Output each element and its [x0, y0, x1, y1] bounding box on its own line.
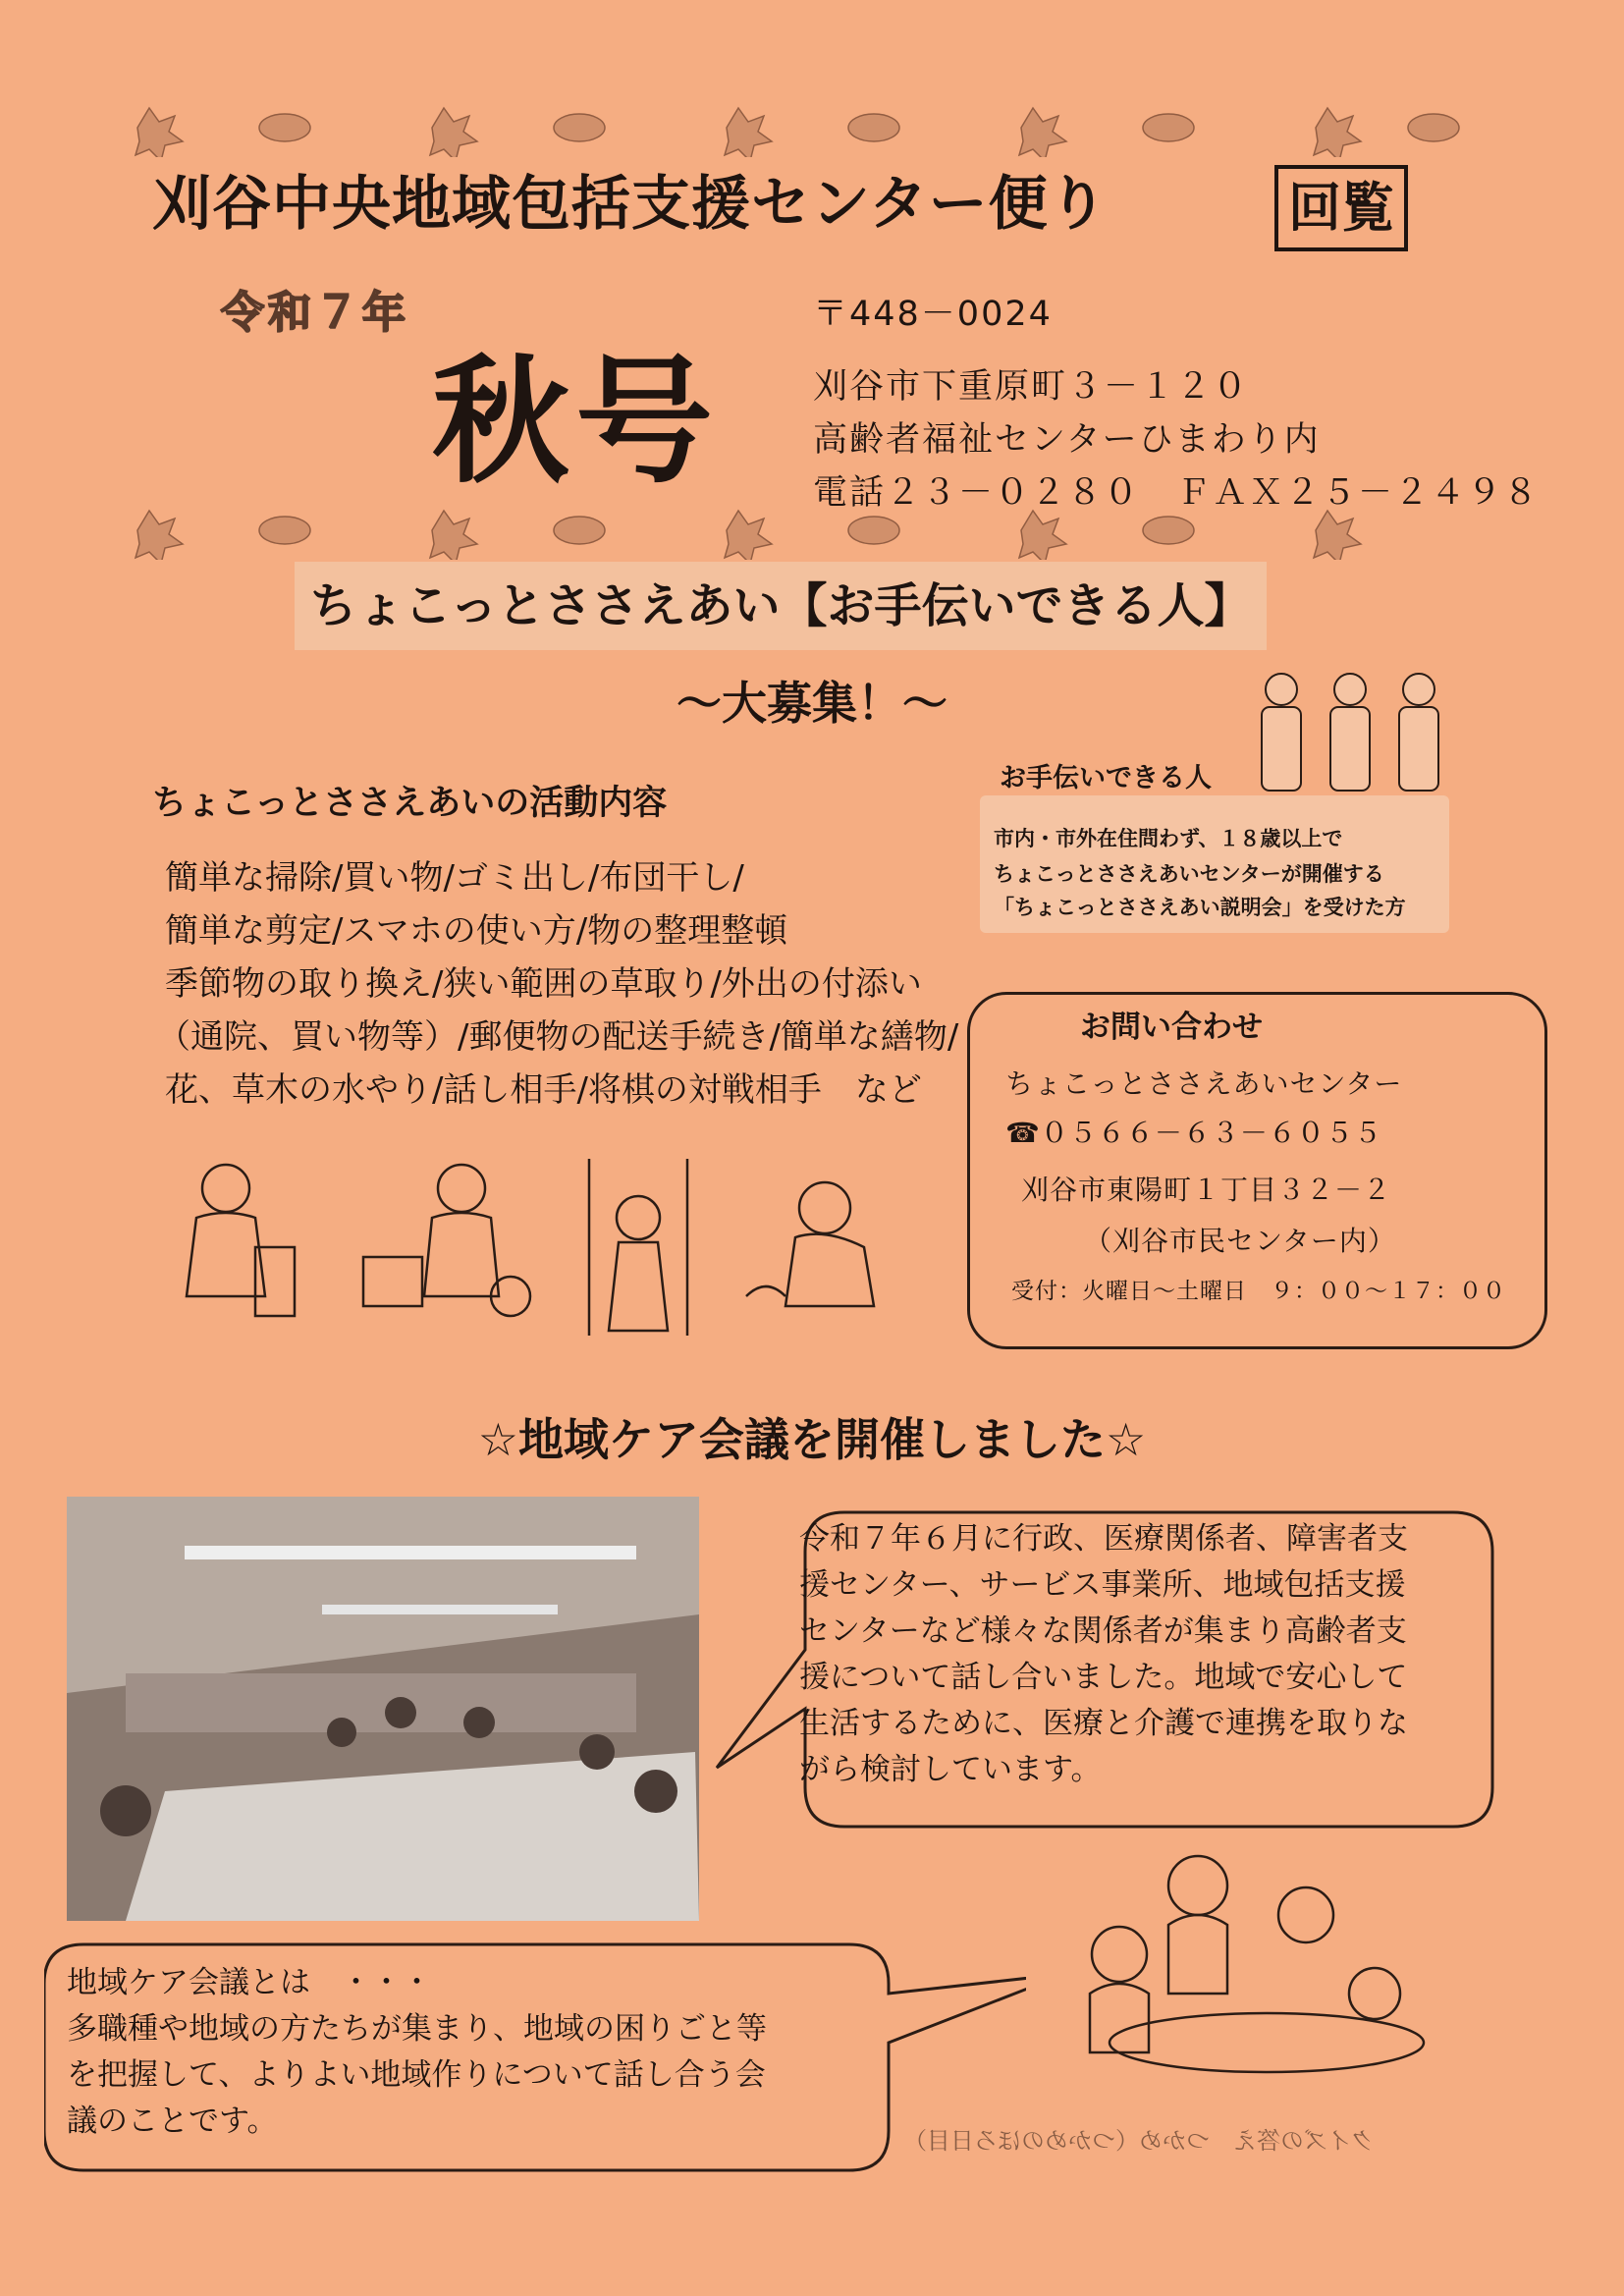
issue-label: 秋号	[432, 343, 720, 503]
activity-line: 簡単な剪定/スマホの使い方/物の整理整頓	[165, 911, 788, 951]
activities-heading: ちょこっとささえあいの活動内容	[152, 784, 668, 823]
helper-title: お手伝いできる人	[1000, 763, 1212, 793]
report-line: 援について話し合いました。地域で安心して	[799, 1660, 1408, 1695]
inquiry-title: お問い合わせ	[1080, 1010, 1263, 1045]
postal-code: 〒448－0024	[813, 295, 1053, 334]
circulation-badge: 回覧	[1274, 165, 1408, 251]
building: 高齢者福祉センターひまわり内	[813, 420, 1321, 460]
activity-line: 季節物の取り換え/狭い範囲の草取り/外出の付添い	[165, 964, 922, 1004]
helper-line: 市内・市外在住問わず、１８歳以上で	[994, 827, 1343, 850]
inquiry-phone: ☎０５６６－６３－６０５５	[1005, 1117, 1382, 1149]
inquiry-center: ちょこっとささえあいセンター	[1005, 1067, 1403, 1100]
mirrored-footer-note: クイズの答え つかめ（つかめのほろ日目）	[903, 2127, 1374, 2155]
activity-illustrations	[137, 1149, 952, 1345]
definition-callout	[67, 1960, 852, 2145]
recruit-banner: ちょこっとささえあい【お手伝いできる人】	[295, 562, 1267, 650]
newsletter-title: 刈谷中央地域包括支援センター便り	[152, 170, 1109, 239]
helpers-illustration	[1247, 668, 1453, 795]
definition-line: 議のことです。	[67, 2104, 278, 2139]
report-line: 令和７年６月に行政、医療関係者、障害者支	[799, 1521, 1408, 1557]
address: 刈谷市下重原町３－１２０	[813, 367, 1250, 407]
era-label: 令和７年	[221, 288, 409, 338]
definition-line: 多職種や地域の方たちが集まり、地域の困りごと等	[67, 2011, 767, 2047]
report-line: がら検討しています。	[799, 1752, 1102, 1787]
leaf-decoration-middle	[108, 501, 1483, 560]
report-line: 援センター、サービス事業所、地域包括支援	[799, 1567, 1406, 1603]
helper-line: 「ちょこっとささえあい説明会」を受けた方	[994, 896, 1406, 919]
report-line: 生活するために、医療と介護で連携を取りな	[799, 1706, 1408, 1741]
helper-line: ちょこっとささえあいセンターが開催する	[994, 862, 1384, 886]
inquiry-address: 刈谷市東陽町１丁目３２－２	[1021, 1174, 1392, 1206]
report-callout	[799, 1516, 1487, 1793]
meeting-heading: ☆地域ケア会議を開催しました☆	[477, 1413, 1147, 1466]
activity-line: 花、草木の水やり/話し相手/将棋の対戦相手 など	[165, 1070, 922, 1110]
leaf-decoration-top	[108, 98, 1483, 157]
contact: 電話２３－０２８０ ＦＡＸ２５－２４９８	[813, 473, 1541, 513]
report-line: センターなど様々な関係者が集まり高齢者支	[799, 1613, 1407, 1649]
definition-line: 地域ケア会議とは ・・・	[67, 1965, 432, 2000]
recruit-subtitle: ～大募集！～	[677, 677, 947, 730]
definition-line: を把握して、よりよい地域作りについて話し合う会	[67, 2057, 766, 2093]
inquiry-building: （刈谷市民センター内）	[1084, 1225, 1396, 1257]
activity-line: 簡単な掃除/買い物/ゴミ出し/布団干し/	[165, 858, 744, 898]
meeting-photo	[67, 1497, 699, 1921]
activity-line: （通院、買い物等）/郵便物の配送手続き/簡単な繕物/	[157, 1017, 959, 1057]
inquiry-hours: 受付：火曜日～土曜日 ９：００～１７：００	[1011, 1279, 1506, 1304]
meeting-illustration	[1051, 1846, 1463, 2082]
